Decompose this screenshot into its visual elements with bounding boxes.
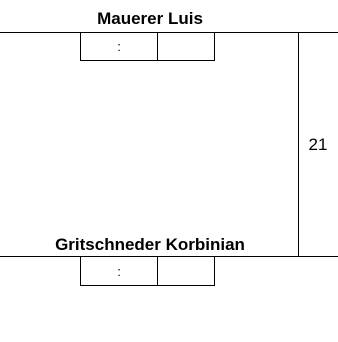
match-box (0, 32, 299, 257)
bottom-score-right (158, 257, 214, 285)
top-score-right (158, 32, 214, 60)
bottom-score-box (80, 257, 215, 286)
bottom-score-separator: : (81, 257, 158, 285)
top-score-separator: : (81, 32, 158, 60)
match-number: 21 (298, 32, 338, 257)
top-player-name: Mauerer Luis (97, 9, 203, 28)
bottom-player-name: Gritschneder Korbinian (55, 235, 245, 254)
top-score-box (80, 32, 215, 61)
